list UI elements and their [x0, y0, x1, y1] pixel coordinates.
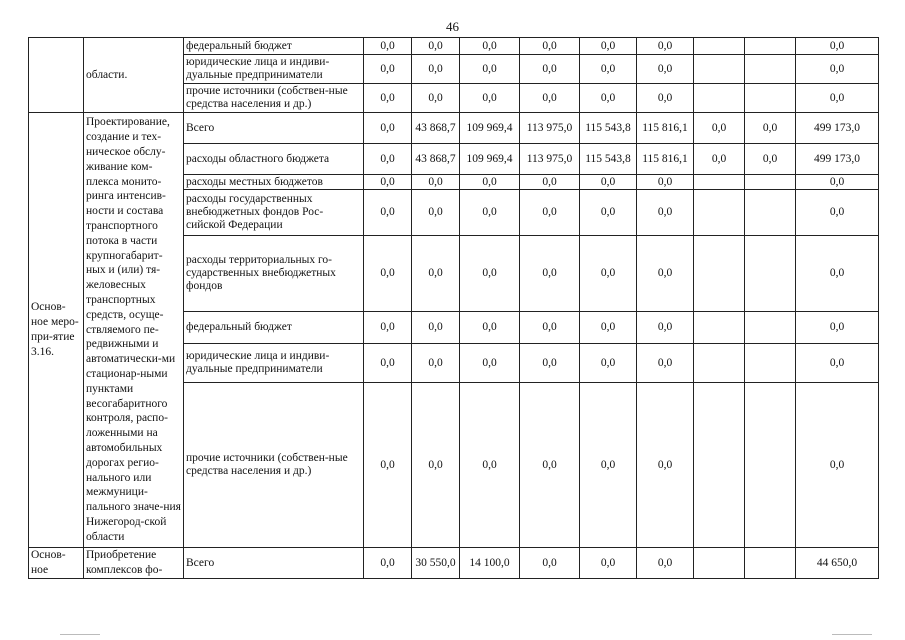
value-cell: 0,0: [520, 236, 580, 312]
value-cell: [694, 190, 745, 236]
activity-description-cell: Проектирование, создание и тех-ническое обслу-живание ком-плекса монито-ринга интенсив-ности и состава транспортного потока в части крупногабарит-ных и (или) тя-желовесных транспортных средств, осуще-ствляемого пе-редвижными и автоматически-ми стационар-ными пунктами весогабаритного контроля, распо-ложенными на автомобильных дорогах регио-нального или межмуници-пального значе-ния Нижегород-ской области: [84, 113, 184, 548]
value-cell: 0,0: [412, 236, 460, 312]
value-cell: 0,0: [637, 312, 694, 344]
value-cell: 0,0: [364, 84, 412, 113]
value-cell: 0,0: [637, 236, 694, 312]
value-cell: 115 816,1: [637, 144, 694, 175]
value-cell: 0,0: [412, 190, 460, 236]
value-cell: 0,0: [520, 312, 580, 344]
table-row: [29, 113, 879, 144]
value-cell: [745, 55, 796, 84]
value-cell: [694, 55, 745, 84]
value-cell: 14 100,0: [460, 548, 520, 579]
value-cell: 0,0: [520, 548, 580, 579]
value-cell: 0,0: [460, 344, 520, 383]
value-cell: 0,0: [745, 113, 796, 144]
value-cell: 0,0: [694, 144, 745, 175]
value-cell: 0,0: [364, 312, 412, 344]
total-cell: 0,0: [796, 312, 879, 344]
activity-code-cell: Основ-ное: [29, 548, 84, 579]
value-cell: [694, 383, 745, 548]
value-cell: 0,0: [580, 84, 637, 113]
value-cell: 0,0: [412, 383, 460, 548]
total-cell: 0,0: [796, 84, 879, 113]
value-cell: 0,0: [637, 548, 694, 579]
value-cell: 0,0: [460, 84, 520, 113]
total-cell: 0,0: [796, 190, 879, 236]
funding-source-cell: расходы областного бюджета: [184, 144, 364, 175]
value-cell: 0,0: [364, 113, 412, 144]
total-cell: 0,0: [796, 236, 879, 312]
value-cell: [694, 175, 745, 190]
value-cell: 0,0: [460, 38, 520, 55]
value-cell: 0,0: [460, 383, 520, 548]
value-cell: 0,0: [580, 312, 637, 344]
value-cell: 0,0: [460, 236, 520, 312]
value-cell: [694, 344, 745, 383]
total-cell: 0,0: [796, 383, 879, 548]
funding-source-cell: расходы государственных внебюджетных фондов Рос-сийской Федерации: [184, 190, 364, 236]
value-cell: 0,0: [412, 312, 460, 344]
value-cell: 0,0: [580, 38, 637, 55]
value-cell: 0,0: [364, 55, 412, 84]
total-cell: 44 650,0: [796, 548, 879, 579]
value-cell: 43 868,7: [412, 144, 460, 175]
value-cell: 0,0: [364, 548, 412, 579]
value-cell: 0,0: [460, 312, 520, 344]
value-cell: 0,0: [520, 175, 580, 190]
scan-artifact-line: [832, 634, 872, 635]
value-cell: [745, 236, 796, 312]
value-cell: 0,0: [364, 344, 412, 383]
value-cell: [745, 548, 796, 579]
budget-table: [28, 37, 879, 579]
activity-code-cell: [29, 38, 84, 113]
value-cell: 0,0: [580, 344, 637, 383]
value-cell: 0,0: [520, 38, 580, 55]
value-cell: 113 975,0: [520, 144, 580, 175]
total-cell: 499 173,0: [796, 113, 879, 144]
value-cell: 0,0: [637, 55, 694, 84]
value-cell: [694, 38, 745, 55]
value-cell: [745, 175, 796, 190]
value-cell: 0,0: [412, 55, 460, 84]
funding-source-cell: Всего: [184, 548, 364, 579]
value-cell: 0,0: [364, 236, 412, 312]
funding-source-cell: федеральный бюджет: [184, 38, 364, 55]
value-cell: 0,0: [580, 383, 637, 548]
value-cell: 0,0: [412, 344, 460, 383]
value-cell: 0,0: [520, 84, 580, 113]
value-cell: 115 816,1: [637, 113, 694, 144]
funding-source-cell: юридические лица и индиви-дуальные предприниматели: [184, 55, 364, 84]
value-cell: 0,0: [364, 383, 412, 548]
total-cell: 499 173,0: [796, 144, 879, 175]
value-cell: 109 969,4: [460, 144, 520, 175]
table-row: [29, 548, 879, 579]
page-number: 46: [446, 19, 459, 34]
value-cell: 115 543,8: [580, 144, 637, 175]
value-cell: 0,0: [637, 84, 694, 113]
funding-source-cell: расходы местных бюджетов: [184, 175, 364, 190]
value-cell: 0,0: [364, 38, 412, 55]
value-cell: [745, 38, 796, 55]
value-cell: 0,0: [580, 190, 637, 236]
value-cell: 0,0: [520, 190, 580, 236]
total-cell: 0,0: [796, 55, 879, 84]
total-cell: 0,0: [796, 175, 879, 190]
value-cell: 0,0: [460, 190, 520, 236]
value-cell: 0,0: [412, 175, 460, 190]
value-cell: [694, 84, 745, 113]
value-cell: 0,0: [580, 55, 637, 84]
value-cell: 0,0: [520, 55, 580, 84]
value-cell: 115 543,8: [580, 113, 637, 144]
value-cell: [745, 84, 796, 113]
value-cell: 113 975,0: [520, 113, 580, 144]
funding-source-cell: юридические лица и индиви-дуальные предприниматели: [184, 344, 364, 383]
value-cell: 0,0: [364, 144, 412, 175]
value-cell: [745, 312, 796, 344]
total-cell: 0,0: [796, 344, 879, 383]
value-cell: 0,0: [364, 175, 412, 190]
funding-source-cell: Всего: [184, 113, 364, 144]
value-cell: [745, 190, 796, 236]
value-cell: 0,0: [520, 383, 580, 548]
value-cell: 0,0: [745, 144, 796, 175]
value-cell: 43 868,7: [412, 113, 460, 144]
value-cell: 0,0: [580, 175, 637, 190]
value-cell: [694, 548, 745, 579]
activity-code-cell: Основ-ное меро-при-ятие 3.16.: [29, 113, 84, 548]
total-cell: 0,0: [796, 38, 879, 55]
value-cell: 0,0: [460, 175, 520, 190]
value-cell: 0,0: [637, 175, 694, 190]
table-row: [29, 38, 879, 55]
funding-source-cell: прочие источники (собствен-ные средства населения и др.): [184, 383, 364, 548]
value-cell: [694, 236, 745, 312]
value-cell: 0,0: [694, 113, 745, 144]
funding-source-cell: прочие источники (собствен-ные средства населения и др.): [184, 84, 364, 113]
value-cell: 0,0: [412, 38, 460, 55]
value-cell: [745, 344, 796, 383]
value-cell: 0,0: [637, 38, 694, 55]
funding-source-cell: расходы территориальных го-сударственных внебюджетных фондов: [184, 236, 364, 312]
value-cell: 0,0: [364, 190, 412, 236]
value-cell: 0,0: [637, 383, 694, 548]
value-cell: 0,0: [637, 344, 694, 383]
activity-description-cell: Приобретение комплексов фо-: [84, 548, 184, 579]
value-cell: [694, 312, 745, 344]
scan-artifact-line: [60, 634, 100, 635]
value-cell: [745, 383, 796, 548]
funding-source-cell: федеральный бюджет: [184, 312, 364, 344]
value-cell: 0,0: [460, 55, 520, 84]
activity-description-cell: области.: [84, 38, 184, 113]
value-cell: 109 969,4: [460, 113, 520, 144]
value-cell: 0,0: [637, 190, 694, 236]
value-cell: 30 550,0: [412, 548, 460, 579]
value-cell: 0,0: [412, 84, 460, 113]
value-cell: 0,0: [580, 236, 637, 312]
value-cell: 0,0: [580, 548, 637, 579]
value-cell: 0,0: [520, 344, 580, 383]
